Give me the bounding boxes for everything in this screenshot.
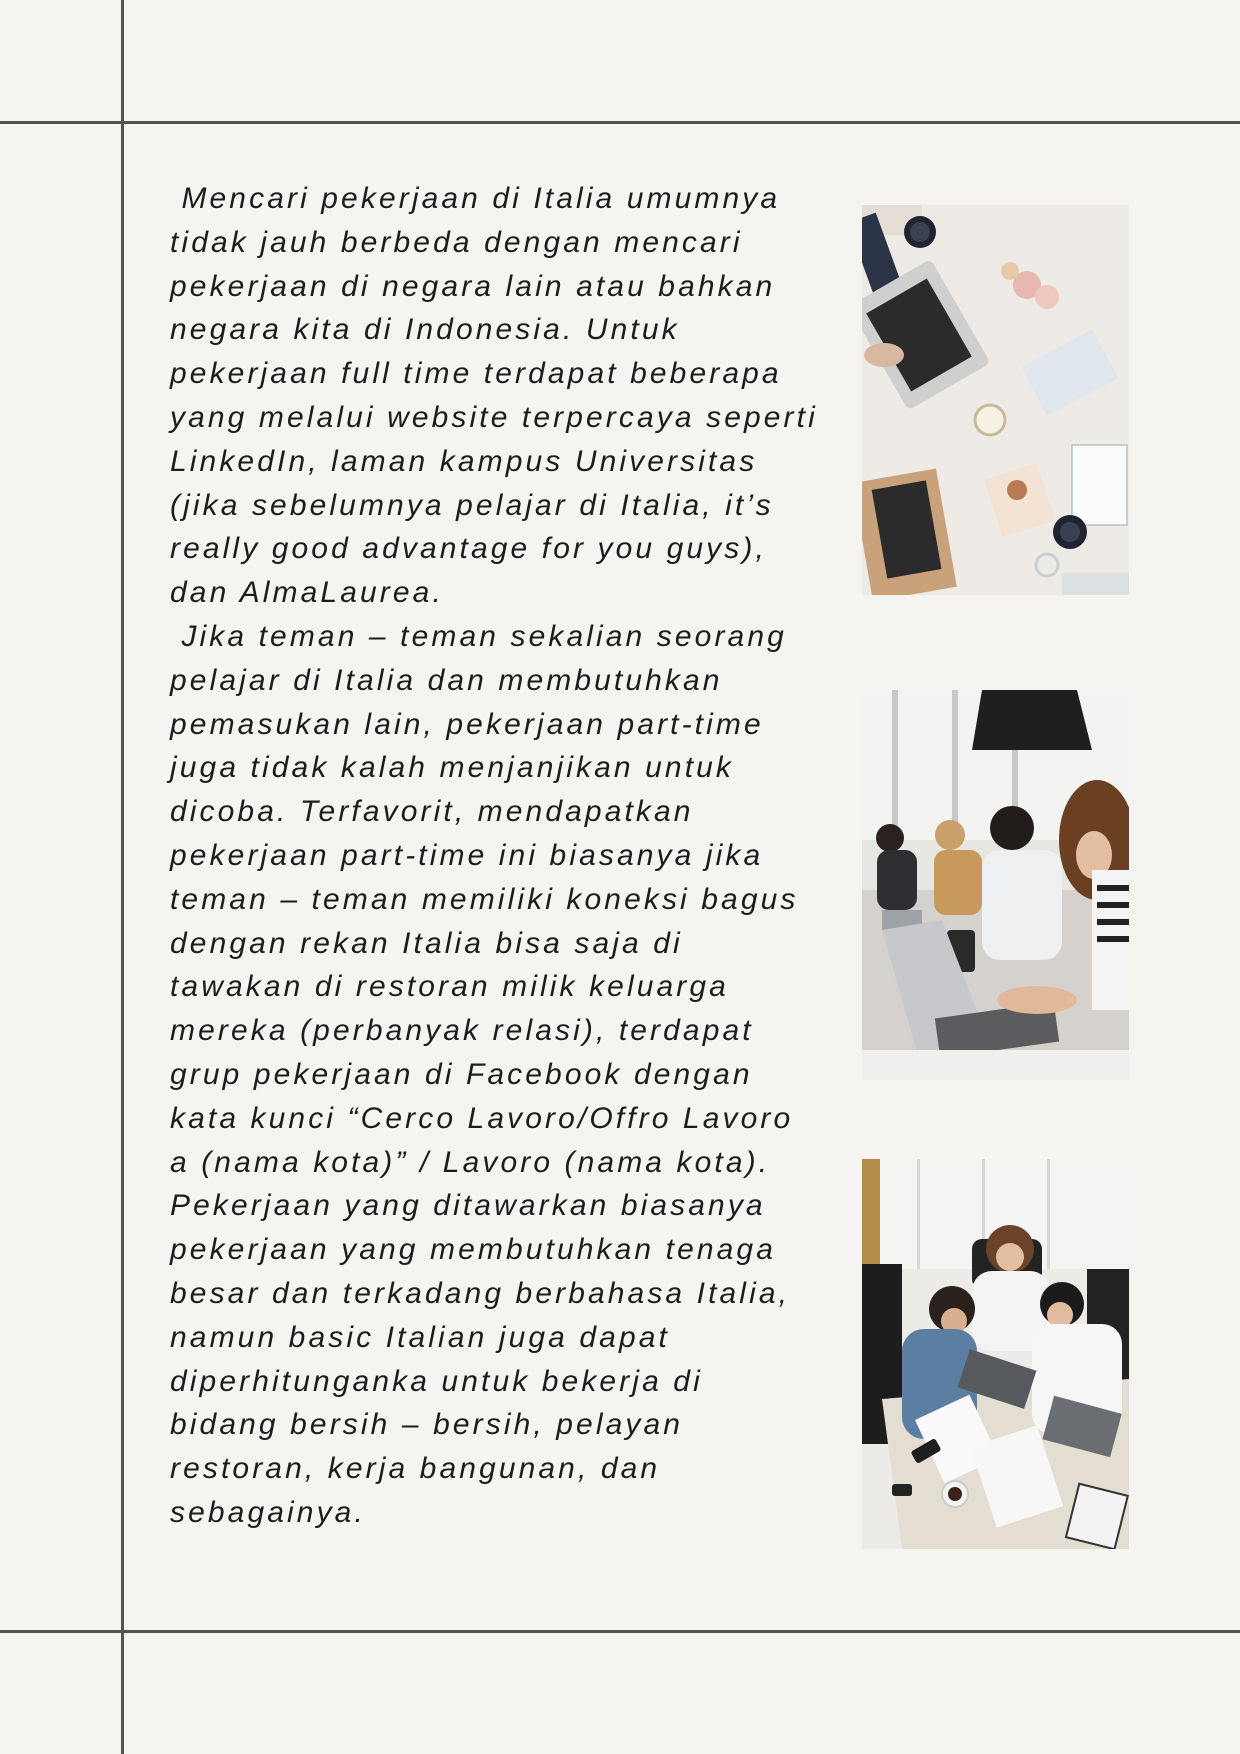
office-coworkers-photo [862, 690, 1129, 1080]
office-coworkers-image [862, 690, 1129, 1080]
desk-laptops-photo [862, 205, 1129, 595]
article-text [170, 177, 830, 1535]
top-rule [0, 121, 1240, 124]
team-meeting-photo [862, 1159, 1129, 1549]
bottom-rule [0, 1630, 1240, 1633]
paragraph-full-time: Mencari pekerjaan di Italia umumnya tidak jauh berbeda dengan mencari pekerjaan di negara lain atau bahkan negara kita di Indonesia. Untuk pekerjaan full time terdapat beberapa yang melalui website terpercaya seperti LinkedIn, laman kampus Universitas (jika sebelumnya pelajar di Italia, it’s really good advantage for you guys), dan AlmaLaurea. [170, 182, 830, 610]
team-meeting-image [862, 1159, 1129, 1549]
left-rule [121, 0, 124, 1754]
desk-laptops-image [862, 205, 1129, 595]
paragraph-part-time: Jika teman – teman sekalian seorang pelajar di Italia dan membutuhkan pemasukan lain, pekerjaan part-time juga tidak kalah menjanjikan untuk dicoba. Terfavorit, mendapatkan pekerjaan part-time ini biasanya jika teman – teman memiliki koneksi bagus dengan rekan Italia bisa saja di tawakan di restoran milik keluarga mereka (perbanyak relasi), terdapat grup pekerjaan di Facebook dengan kata kunci “Cerco Lavoro/Offro Lavoro a (nama kota)” / Lavoro (nama kota). Pekerjaan yang ditawarkan biasanya pekerjaan yang membutuhkan tenaga besar dan terkadang berbahasa Italia, namun basic Italian juga dapat diperhitunganka untuk bekerja di bidang bersih – bersih, pelayan restoran, kerja bangunan, dan sebagainya. [170, 619, 810, 1529]
